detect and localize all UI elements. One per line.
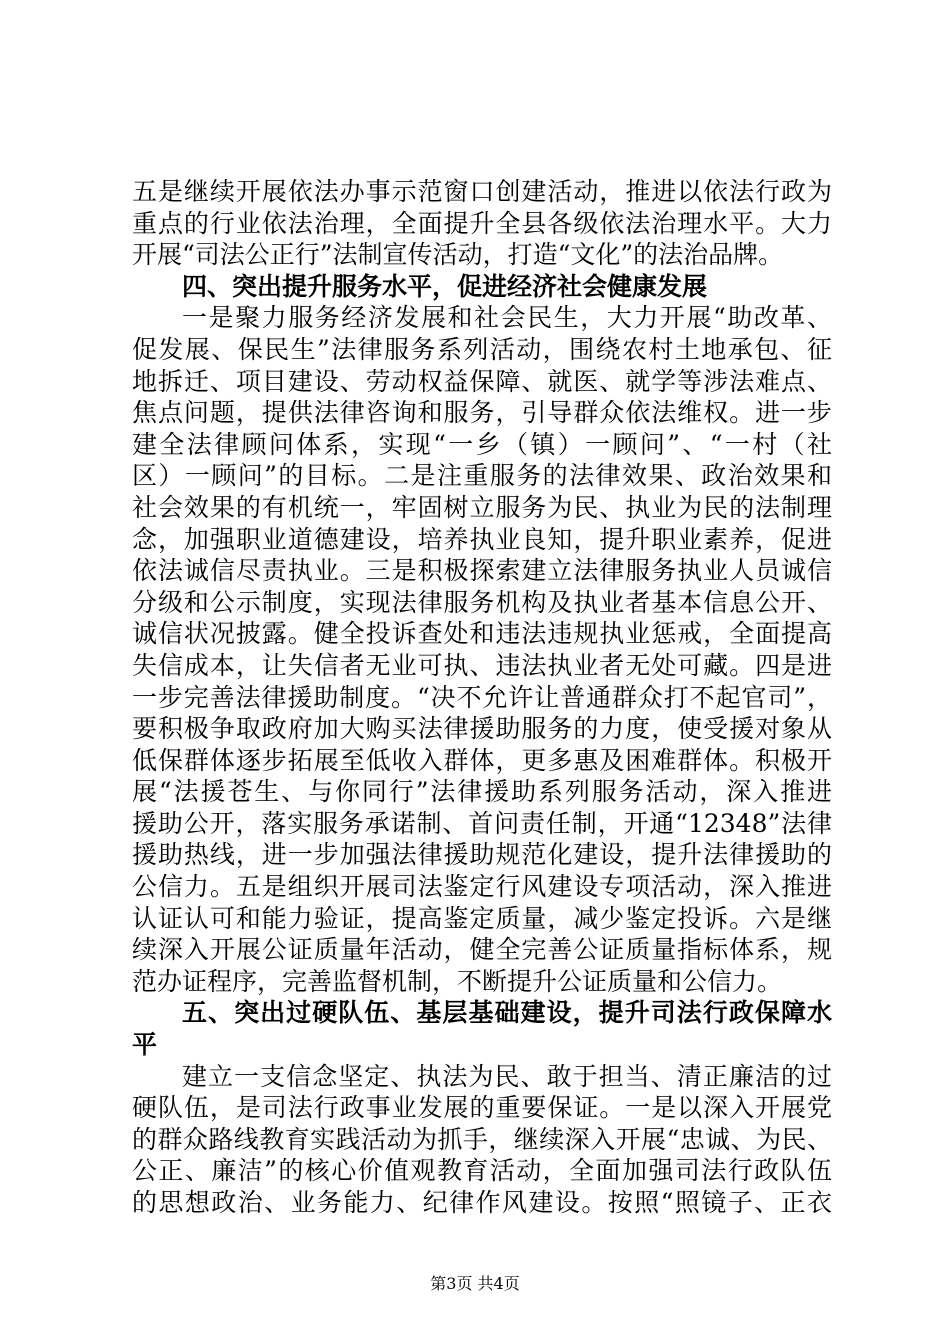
paragraph-line: 的群众路线教育实践活动为抓手，继续深入开展“忠诚、为民、	[132, 1124, 832, 1154]
paragraph-line: 分级和公示制度，实现法律服务机构及执业者基本信息公开、	[132, 587, 832, 617]
paragraph-line: 的思想政治、业务能力、纪律作风建设。按照“照镜子、正衣	[132, 1188, 832, 1217]
paragraph-line: 建立一支信念坚定、执法为民、敢于担当、清正廉洁的过	[182, 1061, 832, 1091]
paragraph-line: 焦点问题，提供法律咨询和服务，引导群众依法维权。进一步	[132, 398, 832, 428]
paragraph-line: 范办证程序，完善监督机制，不断提升公证质量和公信力。	[132, 966, 783, 996]
paragraph-line: 依法诚信尽责执业。三是积极探索建立法律服务执业人员诚信	[132, 556, 832, 586]
paragraph-line: 援助热线，进一步加强法律援助规范化建设，提升法律援助的	[132, 840, 832, 870]
paragraph-line: 公正、廉洁”的核心价值观教育活动，全面加强司法行政队伍	[132, 1156, 832, 1186]
paragraph-line: 地拆迁、项目建设、劳动权益保障、就医、就学等涉法难点、	[132, 366, 832, 396]
document-body	[132, 176, 832, 1219]
paragraph-line: 认证认可和能力验证，提高鉴定质量，减少鉴定投诉。六是继	[132, 903, 832, 933]
paragraph-line: 失信成本，让失信者无业可执、违法执业者无处可藏。四是进	[132, 650, 832, 680]
section-heading-line: 平	[132, 1030, 158, 1060]
paragraph-line: 建全法律顾问体系，实现“一乡（镇）一顾问”、“一村（社	[132, 429, 832, 459]
paragraph-line: 重点的行业依法治理，全面提升全县各级依法治理水平。大力	[132, 208, 832, 238]
paragraph-line: 五是继续开展依法办事示范窗口创建活动，推进以依法行政为	[132, 177, 832, 206]
page-footer: 第3页 共4页	[430, 1274, 520, 1293]
paragraph-line: 援助公开，落实服务承诺制、首问责任制，开通“12348”法律	[132, 808, 832, 838]
paragraph-line: 念，加强职业道德建设，培养执业良知，提升职业素养，促进	[132, 524, 832, 554]
paragraph-line: 区）一顾问”的目标。二是注重服务的法律效果、政治效果和	[132, 461, 832, 491]
paragraph-line: 要积极争取政府加大购买法律援助服务的力度，使受援对象从	[132, 714, 832, 744]
paragraph-line: 一步完善法律援助制度。“决不允许让普通群众打不起官司”，	[132, 682, 832, 712]
paragraph-line: 促发展、保民生”法律服务系列活动，围绕农村土地承包、征	[132, 334, 832, 364]
paragraph-line: 开展“司法公正行”法制宣传活动，打造“文化”的法治品牌。	[132, 240, 784, 270]
section-heading-line: 五、突出过硬队伍、基层基础建设，提升司法行政保障水	[182, 998, 832, 1028]
paragraph-line: 社会效果的有机统一，牢固树立服务为民、执业为民的法制理	[132, 492, 832, 522]
paragraph-line: 公信力。五是组织开展司法鉴定行风建设专项活动，深入推进	[132, 872, 832, 902]
paragraph-line: 展“法援苍生、与你同行”法律援助系列服务活动，深入推进	[132, 777, 832, 807]
paragraph-line: 续深入开展公证质量年活动，健全完善公证质量指标体系，规	[132, 935, 832, 965]
paragraph-line: 低保群体逐步拓展至低收入群体，更多惠及困难群体。积极开	[132, 745, 832, 775]
paragraph-line: 一是聚力服务经济发展和社会民生，大力开展“助改革、	[182, 303, 832, 333]
paragraph-line: 硬队伍，是司法行政事业发展的重要保证。一是以深入开展党	[132, 1093, 832, 1123]
paragraph-line: 诚信状况披露。健全投诉查处和违法违规执业惩戒，全面提高	[132, 619, 832, 649]
section-heading-line: 四、突出提升服务水平，促进经济社会健康发展	[182, 271, 708, 301]
